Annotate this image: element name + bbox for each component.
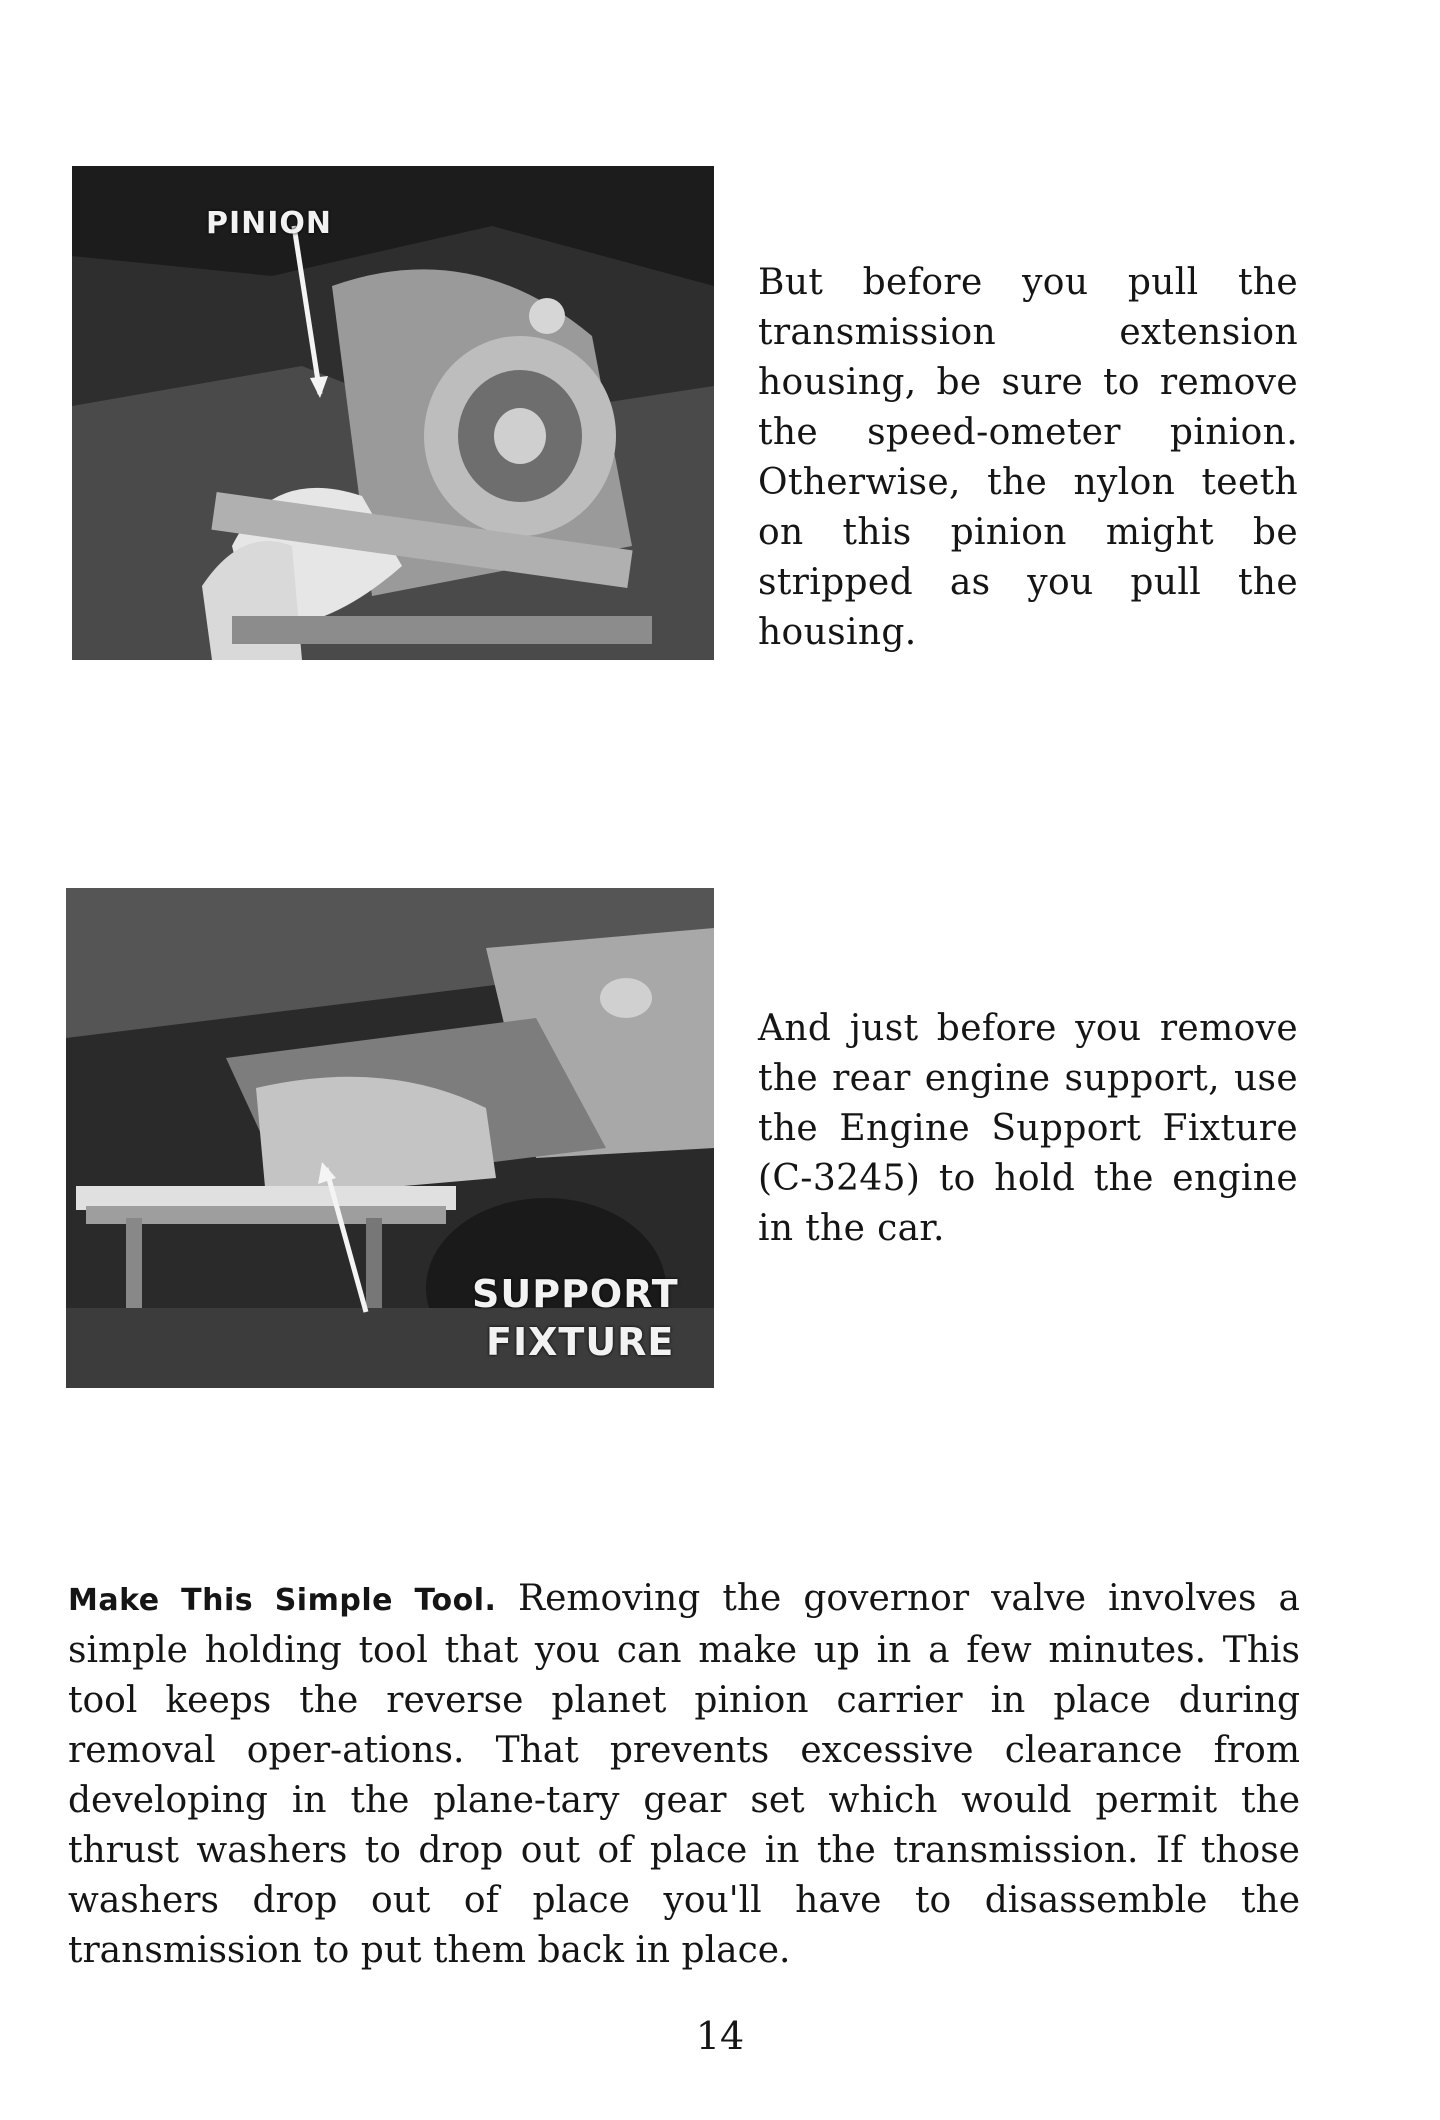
support-fixture-label-line1: SUPPORT bbox=[472, 1272, 679, 1316]
paragraph-body: Removing the governor valve involves a simple holding tool that you can make up in a few minutes. This tool keeps the reverse planet pinion carrier in place during removal oper-ations. That prevents excessive clearance from developing in the plane-tary gear set which would permit the thrust washers to drop out of place in the transmission. If those washers drop out of place you'll have to disassemble the transmission to put them back in place. bbox=[68, 1578, 1300, 1971]
support-fixture-caption: And just before you remove the rear engine support, use the Engine Support Fixture (C-3245) to hold the engine in the car. bbox=[758, 1008, 1298, 1249]
tool-paragraph bbox=[68, 1574, 1300, 1976]
pinion-label: PINION bbox=[206, 206, 333, 241]
pinion-photo-illustration bbox=[72, 166, 714, 660]
support-fixture-label-line2: FIXTURE bbox=[486, 1320, 675, 1364]
pinion-photo bbox=[72, 166, 714, 660]
pinion-caption: But before you pull the transmission extension housing, be sure to remove the speed-ometer pinion. Otherwise, the nylon teeth on this pinion might be stripped as you pull the housing. bbox=[758, 262, 1298, 653]
support-fixture-photo bbox=[66, 888, 714, 1388]
page-number: 14 bbox=[695, 2014, 745, 2058]
paragraph-heading: Make This Simple Tool. bbox=[68, 1583, 518, 1618]
